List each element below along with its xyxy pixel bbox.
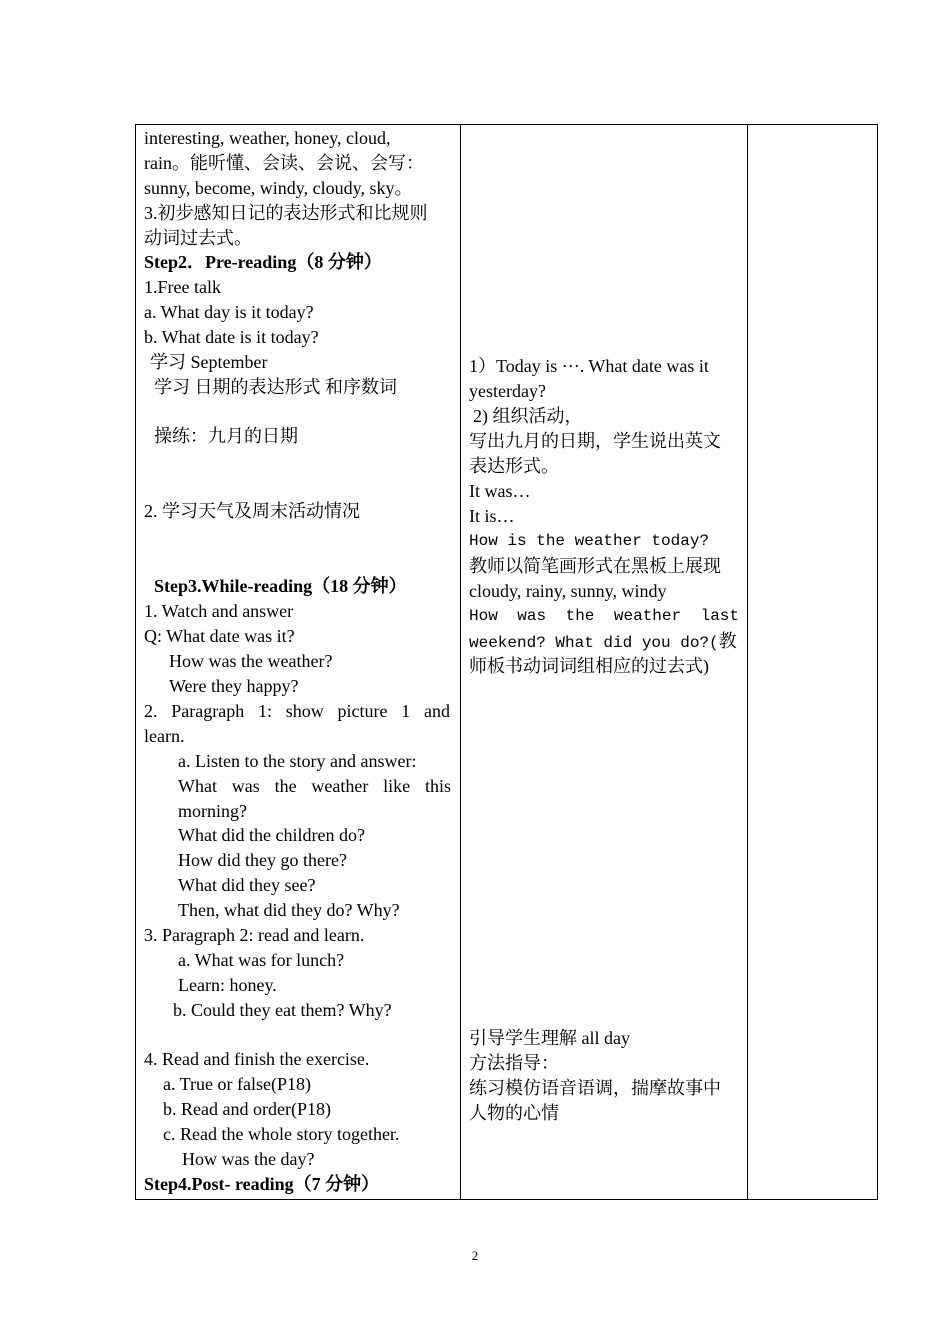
word: 1:	[257, 701, 272, 721]
text-line: What did the children do?	[178, 825, 365, 845]
text-line: How is the weather today?	[469, 532, 710, 550]
text-line: It was…	[469, 481, 531, 501]
text-line: 教师以简笔画形式在黑板上展现	[469, 556, 721, 576]
text-line	[144, 699, 450, 724]
word: 1	[401, 701, 411, 721]
text-line: 写出九月的日期，学生说出英文	[469, 431, 721, 451]
text-line: Then, what did they do? Why?	[178, 900, 400, 920]
text-line: 学习 日期的表达形式 和序数词	[154, 377, 397, 397]
text-line: How did they go there?	[178, 850, 347, 870]
text-line: 2. 学习天气及周末活动情况	[144, 501, 360, 521]
text-line: 3. Paragraph 2: read and learn.	[144, 925, 365, 945]
text-line: 1. Watch and answer	[144, 601, 294, 621]
lesson-plan-table	[135, 124, 878, 1200]
text-line: 人物的心情	[469, 1103, 559, 1123]
text-line: b. Could they eat them? Why?	[173, 1000, 392, 1020]
teaching-steps-column	[136, 125, 461, 1199]
text-line: 动词过去式。	[144, 228, 252, 248]
text-span: weekend? What did you do?(	[469, 634, 719, 652]
word: weather	[311, 776, 369, 796]
text-line: b. Read and order(P18)	[163, 1099, 331, 1119]
text-line: yesterday?	[469, 381, 546, 401]
page-number: 2	[471, 1248, 479, 1263]
word: the	[565, 607, 595, 625]
notes-column	[747, 125, 878, 1199]
text-line: 4. Read and finish the exercise.	[144, 1049, 370, 1069]
step2-heading: Step2．Pre-reading（8 分钟）	[144, 252, 382, 272]
text-line: 操练：九月的日期	[154, 426, 298, 446]
text-line: 表达形式。	[469, 456, 559, 476]
text-span: 教	[718, 631, 737, 651]
word: How	[469, 607, 498, 625]
text-line: cloudy, rainy, sunny, windy	[469, 581, 667, 601]
word: picture	[337, 701, 388, 721]
text-line	[469, 629, 737, 656]
text-line: How was the day?	[182, 1149, 315, 1169]
word: this	[424, 776, 451, 796]
text-line: a. What was for lunch?	[178, 950, 345, 970]
text-line: 引导学生理解 all day	[469, 1028, 630, 1048]
word: was	[231, 776, 260, 796]
word: What	[178, 776, 217, 796]
word: show	[285, 701, 324, 721]
text-line: learn.	[144, 726, 185, 746]
text-line: It is…	[469, 506, 515, 526]
step4-heading: Step4.Post- reading（7 分钟）	[144, 1174, 380, 1194]
text-line: b. What date is it today?	[144, 327, 319, 347]
text-line	[178, 774, 451, 799]
text-line: Learn: honey.	[178, 975, 277, 995]
word: was	[517, 607, 547, 625]
text-line: 师板书动词词组相应的过去式)	[469, 656, 709, 676]
text-line: c. Read the whole story together.	[163, 1124, 400, 1144]
text-line: rain。能听懂、会读、会说、会写：	[144, 153, 424, 173]
text-line: What did they see?	[178, 875, 316, 895]
word: the	[274, 776, 297, 796]
text-line: 1）Today is ···. What date was it	[469, 356, 709, 376]
text-line: How was the weather?	[169, 651, 333, 671]
text-line: sunny, become, windy, cloudy, sky。	[144, 178, 413, 198]
word: 2.	[144, 701, 158, 721]
text-line: 练习模仿语音语调，揣摩故事中	[469, 1078, 721, 1098]
text-line: a. True or false(P18)	[163, 1074, 311, 1094]
text-line: a. What day is it today?	[144, 302, 314, 322]
text-line: 3.初步感知日记的表达形式和比规则	[144, 203, 428, 223]
text-line: 学习 September	[150, 352, 268, 372]
text-line: a. Listen to the story and answer:	[178, 751, 417, 771]
text-line: 2) 组织活动，	[473, 406, 583, 426]
text-line: 方法指导：	[469, 1053, 559, 1073]
word: like	[383, 776, 411, 796]
text-line: interesting, weather, honey, cloud,	[144, 128, 391, 148]
word: and	[423, 701, 450, 721]
text-line	[469, 604, 739, 629]
text-line: Were they happy?	[169, 676, 299, 696]
word: weather	[613, 607, 682, 625]
text-line: morning?	[178, 801, 247, 821]
word: last	[700, 607, 739, 625]
step3-heading: Step3.While-reading（18 分钟）	[154, 576, 407, 596]
teacher-activity-column	[460, 125, 748, 1199]
word: Paragraph	[171, 701, 245, 721]
text-line: 1.Free talk	[144, 277, 221, 297]
text-line: Q: What date was it?	[144, 626, 295, 646]
